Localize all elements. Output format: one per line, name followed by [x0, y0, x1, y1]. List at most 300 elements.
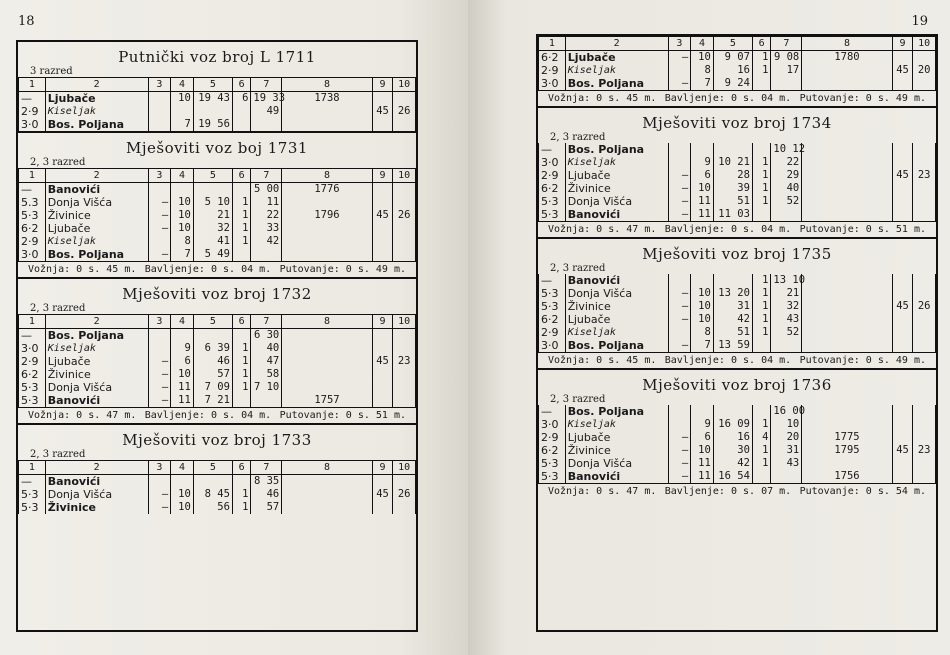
- table-row: [19, 105, 416, 118]
- table-cell: —: [148, 381, 171, 394]
- table-row: [539, 208, 936, 221]
- table-cell: Živinice: [45, 368, 148, 381]
- table-cell: 26: [393, 105, 416, 118]
- table-cell: [892, 274, 913, 287]
- table-cell: 39: [713, 182, 752, 195]
- table-row: [19, 381, 416, 394]
- table-cell: 3·0: [539, 77, 566, 90]
- table-cell: 1796: [282, 209, 373, 222]
- table-cell: 23: [393, 355, 416, 368]
- table-cell: 45: [372, 355, 393, 368]
- table-cell: [892, 208, 913, 221]
- column-header: 7: [251, 315, 282, 329]
- table-cell: —: [148, 488, 171, 501]
- table-cell: [691, 405, 714, 418]
- table-cell: 1: [752, 418, 771, 431]
- table-cell: 46: [251, 488, 282, 501]
- table-cell: 41: [193, 235, 232, 248]
- table-cell: 5·3: [19, 501, 46, 514]
- table-row: [539, 457, 936, 470]
- table-cell: 10: [771, 418, 802, 431]
- table-cell: [372, 342, 393, 355]
- table-cell: [913, 195, 936, 208]
- summary-item: Bavljenje: 0 s. 04 m.: [144, 410, 272, 421]
- table-cell: 6·2: [19, 222, 46, 235]
- table-cell: 11: [171, 394, 194, 407]
- column-header: 2: [45, 315, 148, 329]
- table-cell: 1738: [282, 92, 373, 106]
- table-cell: [148, 92, 171, 106]
- table-cell: 45: [892, 444, 913, 457]
- table-cell: —: [668, 313, 691, 326]
- table-cell: [913, 51, 936, 65]
- table-cell: [802, 195, 893, 208]
- table-cell: [393, 222, 416, 235]
- table-cell: [393, 342, 416, 355]
- class-label: 2, 3 razred: [550, 263, 606, 274]
- table-cell: [913, 156, 936, 169]
- column-header: 4: [171, 315, 194, 329]
- table-cell: [752, 405, 771, 418]
- table-row: [539, 444, 936, 457]
- table-cell: [892, 156, 913, 169]
- table-cell: [148, 118, 171, 131]
- table-cell: 1757: [282, 394, 373, 407]
- table-cell: Bos. Poljana: [45, 118, 148, 131]
- table-row: [539, 405, 936, 418]
- table-cell: [802, 405, 893, 418]
- table-cell: —: [148, 222, 171, 235]
- table-cell: 6·2: [539, 444, 566, 457]
- table-cell: [752, 339, 771, 352]
- table-cell: 45: [892, 300, 913, 313]
- page-number-left: 18: [18, 14, 35, 29]
- table-row: [19, 355, 416, 368]
- table-cell: [232, 394, 251, 407]
- table-cell: 26: [393, 209, 416, 222]
- table-cell: —: [148, 394, 171, 407]
- table-cell: [393, 329, 416, 343]
- column-header: 10: [393, 461, 416, 475]
- timetable-section: [538, 239, 936, 370]
- table-row: [19, 501, 416, 514]
- timetable-section: [538, 108, 936, 239]
- table-cell: [892, 143, 913, 156]
- table-cell: 6·2: [539, 182, 566, 195]
- left-page: [0, 0, 468, 655]
- column-header: 5: [193, 315, 232, 329]
- table-cell: [913, 208, 936, 221]
- table-cell: [668, 64, 691, 77]
- table-cell: 42: [713, 457, 752, 470]
- column-header: 8: [282, 461, 373, 475]
- table-cell: 45: [372, 209, 393, 222]
- table-cell: [282, 235, 373, 248]
- table-cell: [282, 105, 373, 118]
- table-cell: [148, 342, 171, 355]
- table-cell: 1795: [802, 444, 893, 457]
- table-cell: Banovići: [45, 183, 148, 197]
- table-cell: 6 30: [251, 329, 282, 343]
- table-cell: [892, 313, 913, 326]
- table-cell: 10: [171, 488, 194, 501]
- table-cell: [668, 418, 691, 431]
- schedule-table: [538, 405, 936, 483]
- table-cell: 3·0: [19, 342, 46, 355]
- table-cell: [892, 405, 913, 418]
- table-cell: 1: [752, 51, 771, 65]
- table-cell: [282, 342, 373, 355]
- table-cell: 5 49: [193, 248, 232, 261]
- table-cell: [913, 457, 936, 470]
- table-cell: 6: [232, 92, 251, 106]
- table-cell: 1: [752, 326, 771, 339]
- table-cell: [892, 470, 913, 483]
- table-cell: [913, 431, 936, 444]
- column-header: 8: [282, 78, 373, 92]
- column-header: 2: [45, 461, 148, 475]
- table-cell: [771, 208, 802, 221]
- table-row: [539, 339, 936, 352]
- table-cell: 52: [771, 326, 802, 339]
- summary-item: Vožnja: 0 s. 47 m.: [548, 224, 657, 235]
- table-cell: 2·9: [19, 355, 46, 368]
- table-cell: [282, 368, 373, 381]
- table-row: [539, 156, 936, 169]
- table-cell: Kiseljak: [45, 342, 148, 355]
- table-row: [539, 470, 936, 483]
- table-cell: 42: [251, 235, 282, 248]
- table-cell: 1: [752, 169, 771, 182]
- table-row: [539, 77, 936, 90]
- table-cell: 1: [232, 209, 251, 222]
- table-cell: 7 09: [193, 381, 232, 394]
- column-header: 7: [251, 169, 282, 183]
- table-cell: [892, 457, 913, 470]
- table-cell: Ljubače: [45, 355, 148, 368]
- table-cell: [913, 274, 936, 287]
- table-cell: —: [668, 470, 691, 483]
- travel-summary: [18, 407, 416, 423]
- table-cell: 11: [691, 195, 714, 208]
- class-label: 3 razred: [30, 66, 73, 77]
- table-cell: 10 12: [771, 143, 802, 156]
- table-cell: [802, 300, 893, 313]
- travel-summary: [538, 483, 936, 499]
- train-title: Mješoviti voz broj 1736: [642, 376, 832, 394]
- table-cell: 13 10: [771, 274, 802, 287]
- table-cell: 16: [713, 64, 752, 77]
- table-cell: 20: [913, 64, 936, 77]
- table-cell: [393, 235, 416, 248]
- table-cell: 23: [913, 169, 936, 182]
- table-cell: [913, 287, 936, 300]
- table-cell: [282, 488, 373, 501]
- table-row: [19, 118, 416, 131]
- table-cell: 28: [713, 169, 752, 182]
- table-cell: Živinice: [45, 209, 148, 222]
- summary-item: Bavljenje: 0 s. 07 m.: [664, 486, 792, 497]
- table-cell: [668, 405, 691, 418]
- table-cell: 5 10: [193, 196, 232, 209]
- table-cell: [771, 339, 802, 352]
- table-cell: 19 43: [193, 92, 232, 106]
- column-header: 3: [148, 78, 171, 92]
- table-cell: 43: [771, 457, 802, 470]
- travel-summary: [538, 90, 936, 106]
- table-cell: Bos. Poljana: [45, 248, 148, 261]
- table-cell: 5·3: [539, 195, 566, 208]
- table-cell: [372, 92, 393, 106]
- table-cell: [171, 105, 194, 118]
- header-row: [19, 78, 416, 92]
- table-cell: [372, 329, 393, 343]
- table-cell: —: [668, 287, 691, 300]
- table-row: [539, 418, 936, 431]
- table-cell: 3·0: [19, 248, 46, 261]
- table-cell: Banovići: [45, 475, 148, 489]
- table-cell: 2·9: [19, 105, 46, 118]
- table-cell: 22: [251, 209, 282, 222]
- table-cell: [913, 418, 936, 431]
- table-cell: 9 24: [713, 77, 752, 90]
- table-cell: —: [148, 248, 171, 261]
- table-cell: [802, 156, 893, 169]
- table-cell: Donja Višća: [565, 287, 668, 300]
- column-header: 10: [393, 315, 416, 329]
- table-cell: 1: [232, 355, 251, 368]
- table-cell: 10: [171, 92, 194, 106]
- table-cell: 8: [691, 64, 714, 77]
- table-cell: 13 59: [713, 339, 752, 352]
- table-cell: [372, 235, 393, 248]
- table-cell: —: [539, 274, 566, 287]
- table-cell: 33: [251, 222, 282, 235]
- train-title: Mješoviti voz broj 1733: [122, 431, 312, 449]
- column-header: 3: [148, 461, 171, 475]
- table-cell: 26: [393, 488, 416, 501]
- table-cell: [913, 77, 936, 90]
- table-cell: Banovići: [45, 394, 148, 407]
- table-cell: 7 10: [251, 381, 282, 394]
- column-header: 1: [19, 315, 46, 329]
- table-cell: [892, 195, 913, 208]
- table-cell: 32: [193, 222, 232, 235]
- table-cell: 9: [691, 418, 714, 431]
- table-cell: 1: [752, 287, 771, 300]
- summary-item: Putovanje: 0 s. 49 m.: [279, 264, 406, 275]
- table-cell: [372, 501, 393, 514]
- table-cell: [802, 274, 893, 287]
- table-cell: [802, 143, 893, 156]
- class-label: 2, 3 razred: [30, 303, 86, 314]
- travel-summary: [538, 221, 936, 237]
- table-row: [539, 51, 936, 65]
- summary-item: Vožnja: 0 s. 45 m.: [548, 355, 657, 366]
- table-cell: Kiseljak: [565, 156, 668, 169]
- table-cell: —: [19, 183, 46, 197]
- table-cell: 32: [771, 300, 802, 313]
- table-cell: [393, 248, 416, 261]
- table-cell: 1: [232, 501, 251, 514]
- timetable-section: [538, 36, 936, 108]
- column-header: 5: [713, 37, 752, 51]
- table-cell: 5.3: [19, 196, 46, 209]
- table-cell: [913, 339, 936, 352]
- table-row: [539, 300, 936, 313]
- table-cell: 19 33: [251, 92, 282, 106]
- table-cell: [771, 470, 802, 483]
- table-cell: 45: [892, 169, 913, 182]
- table-cell: [232, 329, 251, 343]
- table-cell: [372, 118, 393, 131]
- column-header: 5: [193, 169, 232, 183]
- table-cell: 1: [752, 156, 771, 169]
- column-header: 7: [251, 78, 282, 92]
- table-cell: 5·3: [539, 300, 566, 313]
- table-cell: [372, 381, 393, 394]
- table-cell: —: [668, 51, 691, 65]
- table-cell: Ljubače: [45, 222, 148, 235]
- table-cell: Živinice: [565, 300, 668, 313]
- table-cell: Bos. Poljana: [45, 329, 148, 343]
- table-cell: 6: [171, 355, 194, 368]
- table-cell: 21: [193, 209, 232, 222]
- table-cell: 43: [771, 313, 802, 326]
- table-cell: [193, 475, 232, 489]
- timetable-section: [18, 133, 416, 279]
- table-cell: —: [668, 444, 691, 457]
- table-cell: —: [539, 143, 566, 156]
- table-cell: 1756: [802, 470, 893, 483]
- table-cell: 56: [193, 501, 232, 514]
- table-cell: [892, 51, 913, 65]
- table-cell: [393, 475, 416, 489]
- table-cell: [232, 183, 251, 197]
- table-cell: 1: [232, 368, 251, 381]
- table-cell: Ljubače: [565, 431, 668, 444]
- table-cell: 7: [171, 118, 194, 131]
- summary-item: Bavljenje: 0 s. 04 m.: [664, 224, 792, 235]
- table-cell: [282, 118, 373, 131]
- table-cell: [282, 501, 373, 514]
- table-cell: —: [668, 77, 691, 90]
- table-cell: 23: [913, 444, 936, 457]
- table-cell: [148, 329, 171, 343]
- table-cell: Bos. Poljana: [565, 143, 668, 156]
- column-header: 9: [372, 461, 393, 475]
- table-cell: [251, 118, 282, 131]
- table-cell: [802, 313, 893, 326]
- table-cell: 10: [691, 51, 714, 65]
- table-cell: [372, 394, 393, 407]
- column-header: 9: [372, 78, 393, 92]
- schedule-table: [18, 460, 416, 514]
- table-cell: 1: [752, 195, 771, 208]
- table-cell: 6·2: [19, 368, 46, 381]
- table-cell: 8: [691, 326, 714, 339]
- travel-summary: [18, 261, 416, 277]
- table-cell: 10: [171, 222, 194, 235]
- table-cell: 1: [752, 182, 771, 195]
- table-cell: [713, 143, 752, 156]
- table-cell: 46: [193, 355, 232, 368]
- schedule-table: [538, 143, 936, 221]
- table-cell: [668, 156, 691, 169]
- summary-item: Vožnja: 0 s. 45 m.: [28, 264, 137, 275]
- table-cell: 11: [171, 381, 194, 394]
- table-cell: 47: [251, 355, 282, 368]
- table-cell: —: [668, 457, 691, 470]
- table-cell: 40: [251, 342, 282, 355]
- table-cell: 10: [691, 300, 714, 313]
- table-cell: 11: [691, 208, 714, 221]
- table-cell: [713, 405, 752, 418]
- table-cell: [193, 329, 232, 343]
- table-cell: 42: [713, 313, 752, 326]
- column-header: 2: [45, 78, 148, 92]
- table-row: [19, 329, 416, 343]
- table-row: [19, 394, 416, 407]
- table-cell: [232, 475, 251, 489]
- right-page: [468, 0, 950, 655]
- class-label: 2, 3 razred: [30, 449, 86, 460]
- table-cell: [913, 313, 936, 326]
- train-title: Mješoviti voz boj 1731: [126, 139, 308, 157]
- table-cell: Živinice: [45, 501, 148, 514]
- table-cell: 2·9: [19, 235, 46, 248]
- timetable-section: [18, 279, 416, 425]
- table-cell: [148, 235, 171, 248]
- table-cell: [691, 143, 714, 156]
- table-cell: 10: [691, 182, 714, 195]
- summary-item: Vožnja: 0 s. 45 m.: [548, 93, 657, 104]
- table-cell: [802, 64, 893, 77]
- column-header: 3: [668, 37, 691, 51]
- travel-summary: [538, 352, 936, 368]
- table-cell: —: [668, 195, 691, 208]
- table-cell: 7: [691, 77, 714, 90]
- summary-item: Bavljenje: 0 s. 04 m.: [144, 264, 272, 275]
- table-cell: 49: [251, 105, 282, 118]
- table-cell: [668, 326, 691, 339]
- summary-item: Putovanje: 0 s. 49 m.: [799, 355, 926, 366]
- table-cell: 1780: [802, 51, 893, 65]
- table-cell: [232, 105, 251, 118]
- table-cell: 7: [171, 248, 194, 261]
- summary-item: Putovanje: 0 s. 51 m.: [799, 224, 926, 235]
- table-cell: 5 00: [251, 183, 282, 197]
- table-cell: —: [148, 196, 171, 209]
- table-cell: [802, 326, 893, 339]
- table-cell: [372, 196, 393, 209]
- column-header: 10: [913, 37, 936, 51]
- table-cell: 3·0: [539, 156, 566, 169]
- table-cell: [282, 196, 373, 209]
- table-cell: 6 39: [193, 342, 232, 355]
- table-row: [539, 64, 936, 77]
- table-cell: [193, 105, 232, 118]
- table-cell: [393, 381, 416, 394]
- table-cell: 57: [193, 368, 232, 381]
- table-row: [539, 431, 936, 444]
- table-cell: 3·0: [539, 418, 566, 431]
- table-cell: —: [148, 355, 171, 368]
- table-cell: 5·3: [19, 488, 46, 501]
- table-cell: 3·0: [539, 339, 566, 352]
- table-cell: [148, 183, 171, 197]
- table-cell: 5·3: [19, 394, 46, 407]
